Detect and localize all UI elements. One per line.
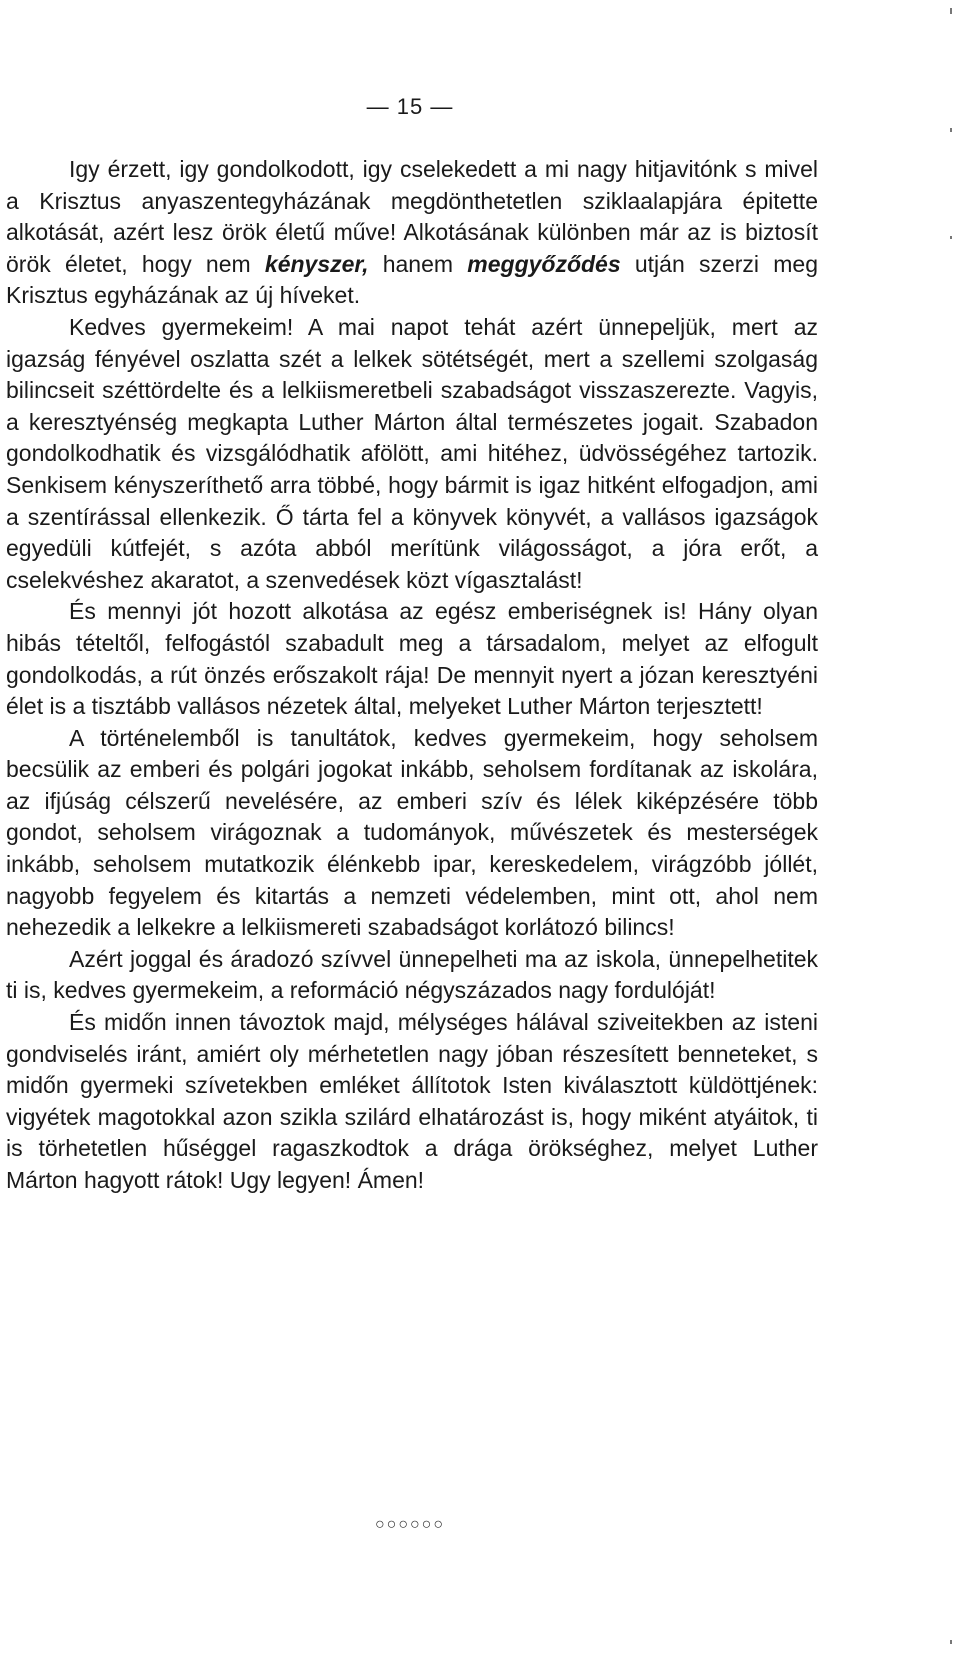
paragraph: [6, 1007, 818, 1197]
body-text: [6, 154, 818, 1197]
paragraph-text: Azért joggal és áradozó szívvel ünnepelheti ma az iskola, ünnepelhetitek ti is, kedves gyermekeim, a reformáció négyszázados nagy fordulóját!: [6, 945, 818, 1004]
emphasized-text: meggyőződés: [467, 250, 621, 277]
scan-edge-mark: [950, 1640, 952, 1644]
paragraph-text: Igy érzett, igy gondolkodott, igy cselekedett a mi nagy hitjavitónk s mivel a Krisztus anyaszentegyházának megdönthetetlen sziklaalapjára épitette alkotását, azért lesz örök életű műve! Alkotásának különben már az is biztosít örök életet, hogy nem: [6, 156, 818, 277]
scan-edge-mark: [950, 8, 952, 14]
paragraph-text: És midőn innen távoztok majd, mélységes hálával sziveitekben az isteni gondviselés iránt, amiért oly mérhetetlen nagy jóban részesített benneteket, s midőn gyermeki szívetekben emléket állítotok Isten kiválasztott küldöttjének: vigyétek magotokkal azon szikla szilárd elhatározást is, hogy miként atyáitok, ti is törhetetlen hűséggel ragaszkodtok a drága örökséghez, melyet Luther Márton hagyott rátok! Ugy legyen! Ámen!: [6, 1009, 818, 1193]
scan-edge-mark: [950, 128, 952, 132]
paragraph-text: hanem: [368, 250, 468, 277]
paragraph: [6, 154, 818, 312]
paragraph: [6, 723, 818, 944]
paragraph-text: A történelemből is tanultátok, kedves gyermekeim, hogy seholsem becsülik az emberi és polgári jogokat inkább, seholsem fordítanak az iskolára, az ifjúság célszerű nevelésére, az emberi szív és lélek kiképzésére több gondot, seholsem virágoznak a tudományok, művészetek és mesterségek inkább, seholsem mutatkozik élénkebb ipar, kereskedelem, virágzóbb jóllét, nagyobb fegyelem és kitartás a nemzeti védelemben, mint ott, ahol nem nehezedik a lelkekre a lelkiismereti szabadságot korlátozó bilincs!: [6, 724, 818, 941]
paragraph: [6, 596, 818, 722]
paragraph-text: utján szerzi meg Krisztus egyházának az új híveket.: [6, 250, 818, 309]
end-ornament: ○○○○○○: [375, 1516, 445, 1533]
paragraph: [6, 944, 818, 1007]
paragraph-text: Kedves gyermekeim! A mai napot tehát azért ünnepeljük, mert az igazság fényével oszlatta szét a lelkek sötétségét, mert a szellemi szolgaság bilincseit széttördelte és a lelkiismeretbeli szabadságot visszaszerezte. Vagyis, a keresztyénség megkapta Luther Márton által természetes jogait. Szabadon gondolkodhatik és vizsgálódhatik afölött, ami hitéhez, üdvösségéhez tartozik. Senkisem kényszeríthető arra többé, hogy bármit is igaz hitként elfogadjon, ami a szentírással ellenkezik. Ő tárta fel a könyvek könyvét, a vallásos igazságok egyedüli kútfejét, s azóta abból merítünk világosságot, a jóra erőt, a cselekvéshez akaratot, a szenvedések közt vígasztalást!: [6, 313, 818, 593]
scan-edge-mark: [950, 236, 952, 239]
page-number: — 15 —: [366, 94, 454, 119]
emphasized-text: kényszer,: [264, 250, 369, 277]
paragraph: [6, 312, 818, 596]
paragraph-text: És mennyi jót hozott alkotása az egész emberiségnek is! Hány olyan hibás tételtől, felfogástól szabadult meg a társadalom, melyet az elfogult gondolkodás, a rút önzés erőszakolt rája! De mennyit nyert a józan keresztyéni élet is a tisztább vallásos nézetek által, melyeket Luther Márton terjesztett!: [6, 598, 818, 720]
